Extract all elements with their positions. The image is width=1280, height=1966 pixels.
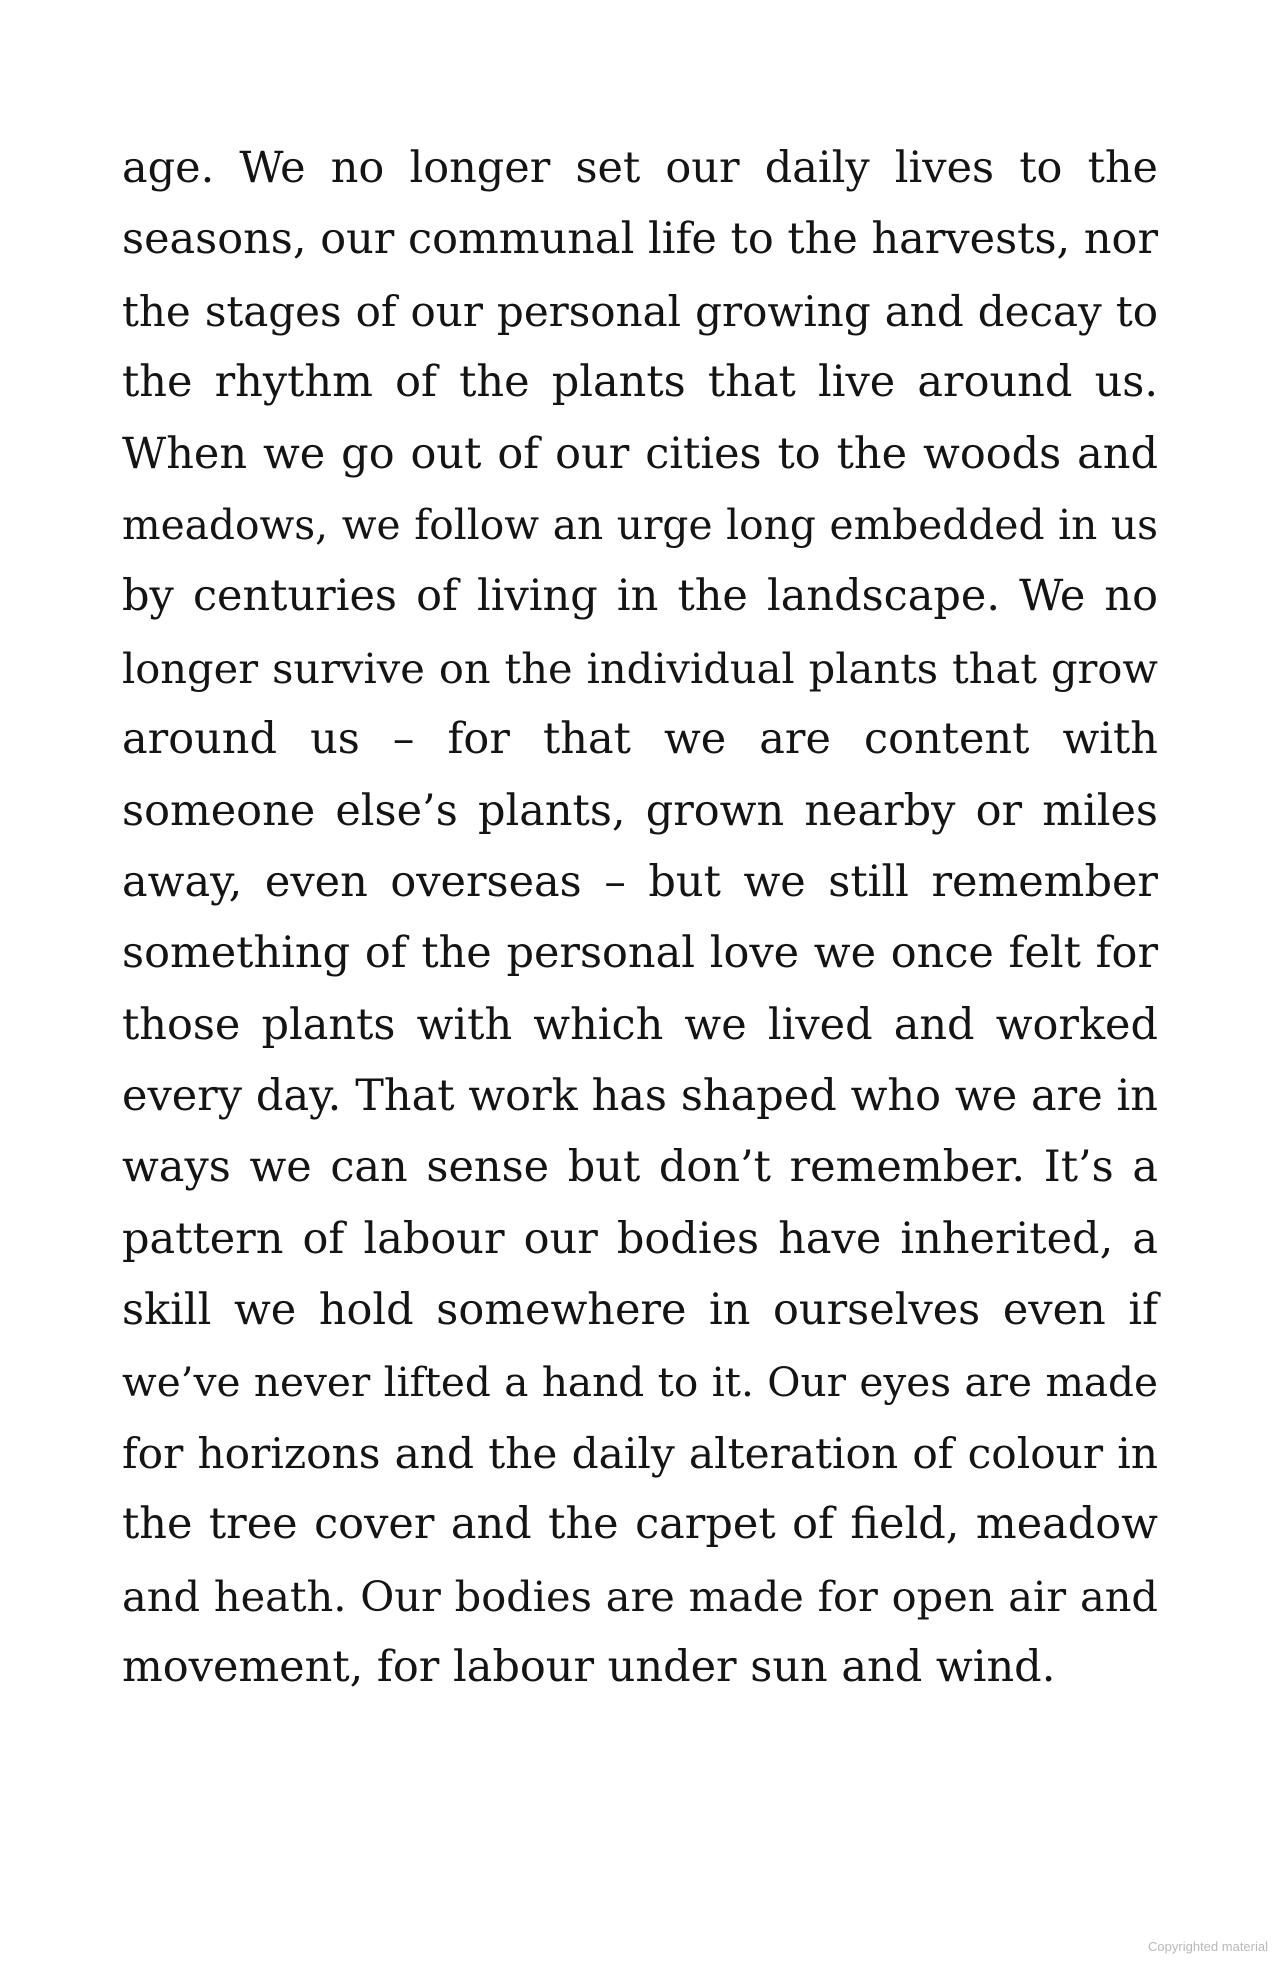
text-line-17: skill we hold somewhere in ourselves even if: [122, 1285, 1158, 1336]
text-line-22: movement, for labour under sun and wind.: [122, 1642, 1056, 1693]
text-line-5: When we go out of our cities to the woods and: [122, 428, 1158, 479]
text-line-9: around us – for that we are content with: [122, 714, 1158, 765]
text-line-19: for horizons and the daily alteration of colour in: [122, 1429, 1158, 1479]
text-line-15: ways we can sense but don’t remember. It’s a: [122, 1142, 1158, 1193]
text-line-7: by centuries of living in the landscape. We no: [122, 571, 1158, 622]
text-line-1: age. We no longer set our daily lives to the: [122, 143, 1158, 193]
text-line-14: every day. That work has shaped who we are in: [122, 1071, 1158, 1122]
text-line-4: the rhythm of the plants that live around us.: [122, 357, 1158, 408]
text-line-20: the tree cover and the carpet of field, meadow: [122, 1499, 1158, 1550]
text-line-3: the stages of our personal growing and decay to: [122, 286, 1158, 336]
text-line-11: away, even overseas – but we still remember: [122, 856, 1158, 907]
body-text: [122, 133, 1158, 1704]
text-line-13: those plants with which we lived and worked: [122, 999, 1158, 1050]
text-line-18: we’ve never lifted a hand to it. Our eyes are made: [122, 1357, 1158, 1406]
text-line-8: longer survive on the individual plants that grow: [122, 643, 1158, 693]
text-line-21: and heath. Our bodies are made for open air and: [122, 1571, 1158, 1621]
text-line-12: something of the personal love we once felt for: [122, 928, 1158, 979]
copyright-watermark: Copyrighted material: [1148, 1939, 1268, 1954]
text-line-6: meadows, we follow an urge long embedded in us: [122, 500, 1158, 549]
text-line-2: seasons, our communal life to the harvests, nor: [122, 214, 1158, 265]
text-line-16: pattern of labour our bodies have inherited, a: [122, 1213, 1158, 1264]
text-line-10: someone else’s plants, grown nearby or miles: [122, 785, 1158, 836]
